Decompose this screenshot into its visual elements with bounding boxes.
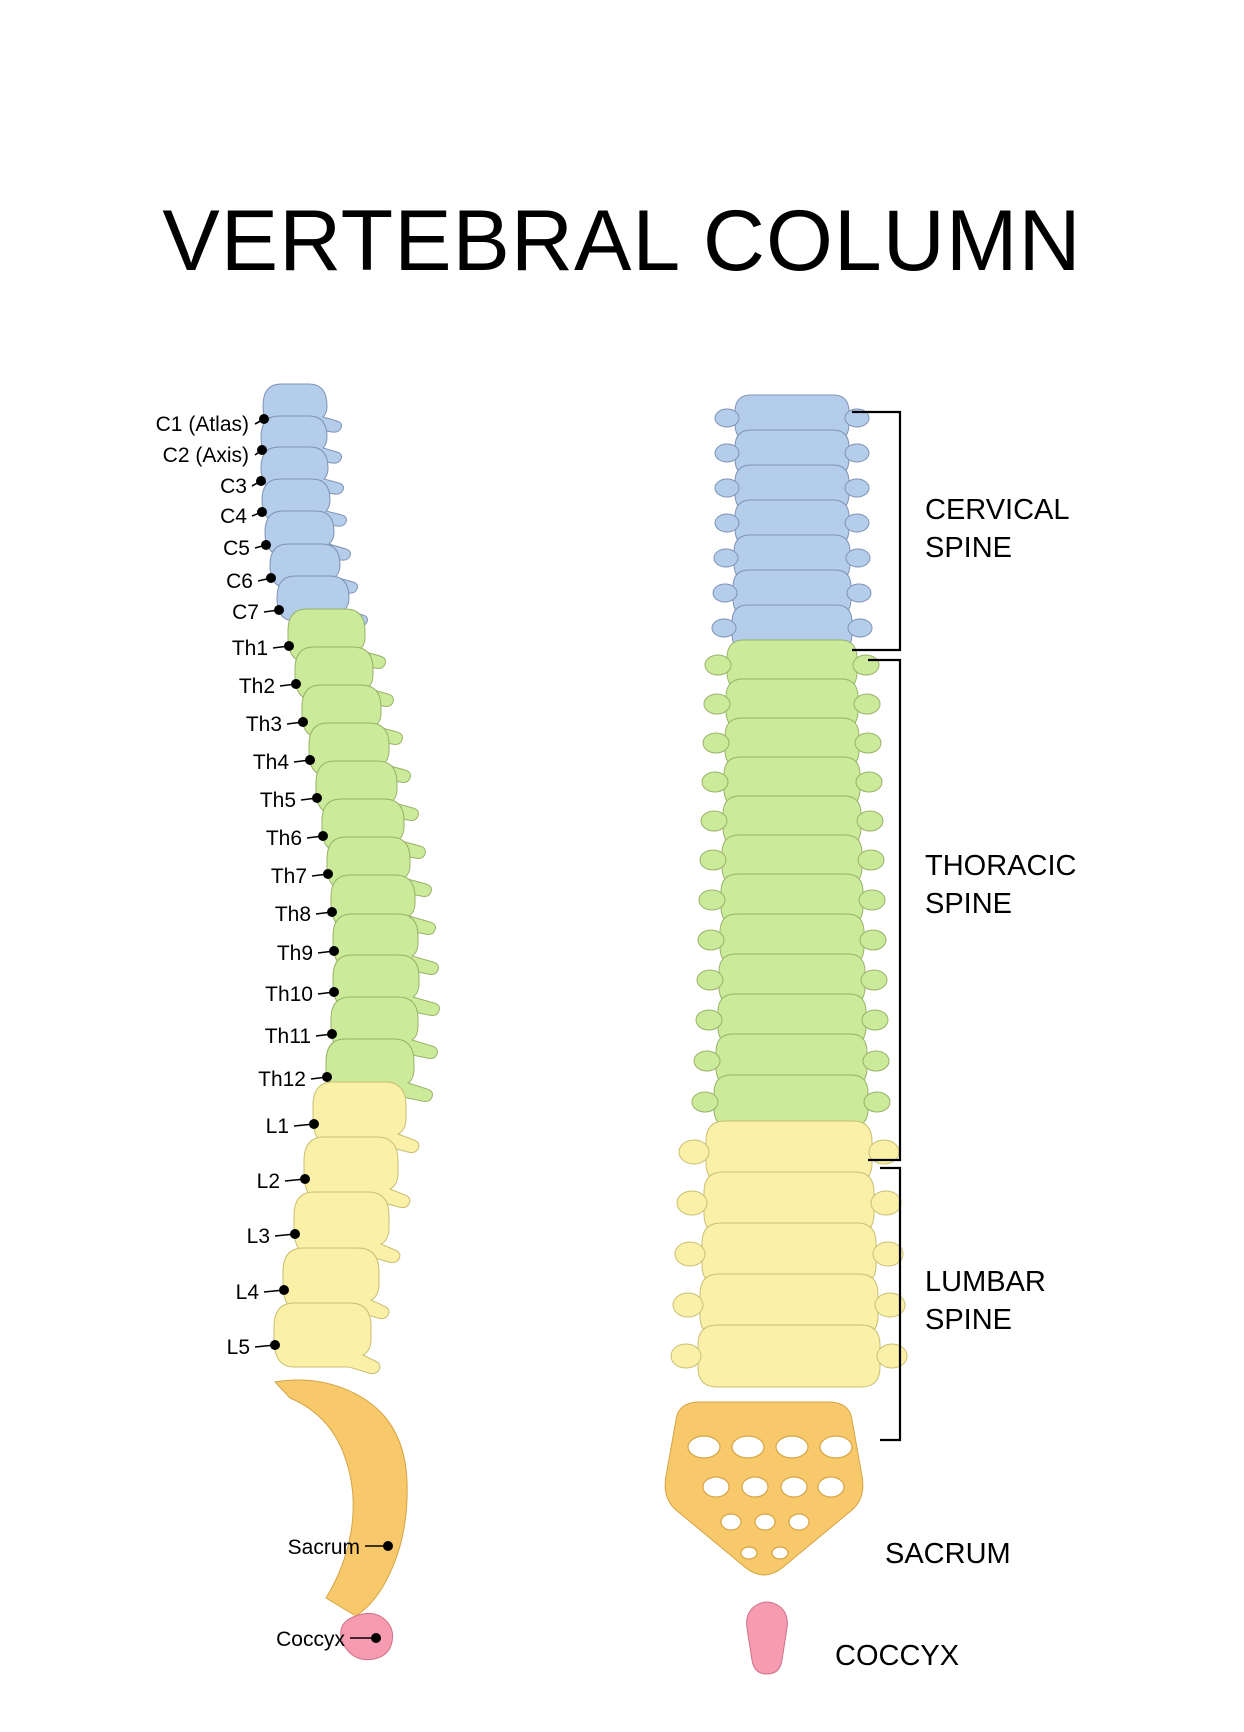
label-l3: L3 xyxy=(246,1225,270,1248)
label-th6: Th6 xyxy=(265,827,302,850)
lateral-spine-graphic xyxy=(156,384,440,1660)
lateral-sacrum xyxy=(275,1380,407,1616)
label-c3: C3 xyxy=(220,475,247,498)
anterior-spine-graphic xyxy=(665,395,907,1674)
label-coccyx: Coccyx xyxy=(276,1628,345,1651)
lateral-coccyx xyxy=(341,1613,393,1659)
label-c5: C5 xyxy=(223,537,250,560)
label-cervical-line2: SPINE xyxy=(925,532,1013,564)
anterior-coccyx xyxy=(747,1602,788,1674)
label-thoracic-line2: SPINE xyxy=(925,888,1013,920)
label-c1: C1 (Atlas) xyxy=(155,413,249,436)
label-lumbar-line1: LUMBAR xyxy=(925,1266,1046,1298)
label-th2: Th2 xyxy=(238,675,275,698)
label-cervical-line1: CERVICAL xyxy=(925,494,1070,526)
label-c2: C2 (Axis) xyxy=(162,444,249,467)
label-c6: C6 xyxy=(226,570,253,593)
label-l2: L2 xyxy=(256,1170,280,1193)
label-l1: L1 xyxy=(265,1115,289,1138)
label-coccyx-region: COCCYX xyxy=(835,1640,960,1672)
label-th4: Th4 xyxy=(252,751,289,774)
label-c7: C7 xyxy=(232,601,259,624)
label-th5: Th5 xyxy=(259,789,296,812)
label-lumbar-line2: SPINE xyxy=(925,1304,1013,1336)
label-sacrum: Sacrum xyxy=(287,1536,360,1559)
label-l5: L5 xyxy=(226,1336,250,1359)
label-thoracic-line1: THORACIC xyxy=(925,850,1077,882)
label-th8: Th8 xyxy=(274,903,311,926)
label-th1: Th1 xyxy=(231,637,268,660)
label-th11: Th11 xyxy=(264,1025,311,1048)
label-th3: Th3 xyxy=(245,713,282,736)
label-c4: C4 xyxy=(220,505,247,528)
anterior-thoracic-group xyxy=(692,640,890,1127)
label-th10: Th10 xyxy=(265,983,313,1006)
anterior-cervical-group xyxy=(712,395,872,651)
label-sacrum-region: SACRUM xyxy=(885,1538,1011,1570)
page-title: VERTEBRAL COLUMN xyxy=(162,192,1082,289)
label-th9: Th9 xyxy=(276,942,313,965)
lateral-cervical-group xyxy=(261,384,368,626)
label-th7: Th7 xyxy=(270,865,307,888)
label-l4: L4 xyxy=(235,1281,259,1304)
anterior-sacrum xyxy=(665,1402,863,1575)
label-th12: Th12 xyxy=(258,1068,306,1091)
